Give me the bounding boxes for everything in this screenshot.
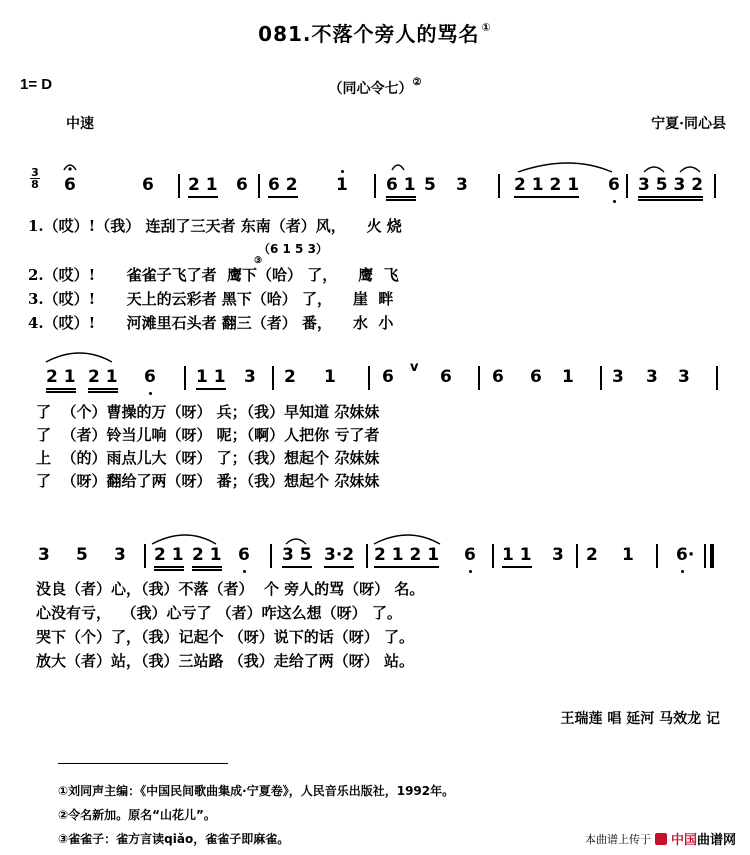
- final-barline-thin: [704, 544, 706, 568]
- barline: [478, 366, 480, 390]
- note: 3: [244, 367, 256, 387]
- note-group: 3 5 3 2: [638, 174, 703, 201]
- lyric-verse-2: 2.（哎）! 雀雀子飞了者 鹰下（哈） 了， 鹰 飞: [28, 266, 399, 284]
- note: 6: [236, 175, 248, 195]
- note-group: 2 1: [88, 366, 118, 393]
- note-group: 3 5: [282, 544, 312, 568]
- notation-system-2: [26, 360, 726, 392]
- note: 2: [284, 367, 296, 387]
- footnote-3: ③雀雀子：雀方言读qiǎo，雀雀子即麻雀。: [58, 832, 290, 846]
- barline: [144, 544, 146, 568]
- footnote-2: ②令名新加。原名“山花儿”。: [58, 808, 216, 822]
- note-group: 2 1: [154, 544, 184, 571]
- note: 6: [530, 367, 542, 387]
- octave-dot: [149, 392, 152, 395]
- region-label: 宁夏·同心县: [651, 116, 726, 132]
- note: 6: [492, 367, 504, 387]
- note: 3: [38, 545, 50, 565]
- site-name-red: 中国: [670, 833, 697, 848]
- song-title: [0, 18, 750, 47]
- lyric-verse-1: 没良（者）心，（我）不落（者） 个 旁人的骂（呀） 名。: [36, 580, 425, 598]
- lyric-verse-4: 放大（者）站，（我）三站路 （我）走给了两（呀） 站。: [36, 652, 414, 670]
- lyric-verse-3: 上 （的）雨点儿大（呀） 了；（我）想起个 尕妹妹: [36, 449, 380, 467]
- site-name-black: 曲谱网: [696, 833, 736, 848]
- footnote-mark-2: ②: [412, 77, 422, 88]
- note-group: 6 1: [386, 174, 416, 201]
- note: 6: [464, 545, 476, 565]
- note: 1: [622, 545, 634, 565]
- breath-mark: v: [410, 360, 419, 375]
- barline: [600, 366, 602, 390]
- tune-name: [0, 77, 750, 98]
- upload-text: 本曲谱上传于: [584, 832, 651, 846]
- barline: [366, 544, 368, 568]
- note-group: 2 1: [188, 174, 218, 198]
- note: 1: [336, 175, 348, 195]
- note: 1: [562, 367, 574, 387]
- note: 6: [608, 175, 620, 195]
- note: 3: [646, 367, 658, 387]
- note-group: 2 1 2 1: [514, 174, 579, 198]
- slur-marks: [0, 150, 750, 180]
- note: 5: [76, 545, 88, 565]
- octave-dot: [613, 200, 616, 203]
- note-group: 2 1: [192, 544, 222, 571]
- note-group: 3·2: [324, 544, 354, 568]
- tune-name-text: （同心令七）: [328, 81, 413, 97]
- note-group: 1 1: [502, 544, 532, 568]
- footnote-mark-3: ③: [254, 256, 263, 266]
- lyric-verse-4: 4.（哎）! 河滩里石头者 翻三（者） 番， 水 小: [28, 314, 394, 332]
- barline: [576, 544, 578, 568]
- barline: [272, 366, 274, 390]
- upload-watermark: [585, 829, 736, 848]
- note: 3: [612, 367, 624, 387]
- lyric-verse-4: 了 （呀）翻给了两（呀） 番；（我）想起个 尕妹妹: [36, 472, 380, 490]
- note-group: 2 1: [46, 366, 76, 393]
- octave-dot: [681, 570, 684, 573]
- note: 6: [144, 367, 156, 387]
- note: 6: [440, 367, 452, 387]
- variant-notes: [258, 240, 328, 257]
- lyric-verse-1: 1.（哎）!（我） 连刮了三天者 东南（者）风， 火 烧: [28, 217, 402, 235]
- key-signature: 1= D: [20, 76, 53, 93]
- barline: [492, 544, 494, 568]
- lyric-verse-3: 哭下（个）了，（我）记起个 （呀）说下的话（呀） 了。: [36, 628, 414, 646]
- footnote-mark-1: ①: [481, 21, 492, 34]
- lyric-verse-2: 心没有亏， （我）心亏了 （者）咋这么想（呀） 了。: [36, 604, 402, 622]
- barline: [656, 544, 658, 568]
- note: 3: [552, 545, 564, 565]
- song-title-text: 081.不落个旁人的骂名: [258, 22, 480, 46]
- note: 3: [114, 545, 126, 565]
- note-group: 2 1 2 1: [374, 544, 439, 568]
- performer-credit: 王瑞莲 唱 延河 马效龙 记: [560, 711, 720, 727]
- site-name[interactable]: [671, 829, 736, 848]
- site-logo-icon: [655, 833, 667, 845]
- barline: [368, 366, 370, 390]
- barline: [184, 366, 186, 390]
- octave-dot: [469, 570, 472, 573]
- octave-dot: [243, 570, 246, 573]
- note: 6: [238, 545, 250, 565]
- note: 3: [678, 367, 690, 387]
- note: 2: [586, 545, 598, 565]
- final-barline-thick: [710, 544, 714, 568]
- lyric-verse-1: 了 （个）曹操的万（呀） 兵；（我）早知道 尕妹妹: [36, 403, 380, 421]
- tempo-marking: 中速: [66, 116, 94, 132]
- note: 6: [382, 367, 394, 387]
- note: 6: [142, 175, 154, 195]
- time-sig-bottom: 8: [31, 178, 39, 191]
- note: 6: [64, 175, 76, 195]
- note-group: 1 1: [196, 366, 226, 390]
- lyric-verse-3: 3.（哎）! 天上的云彩者 黑下（哈） 了， 崖 畔: [28, 290, 394, 308]
- note: 3: [456, 175, 468, 195]
- note: 1: [324, 367, 336, 387]
- lyric-verse-2: 了 （者）铃当儿响（呀） 呢；（啊）人把你 亏了者: [36, 426, 380, 444]
- time-sig-top: 3: [31, 166, 39, 179]
- footnote-1: ①刘同声主编：《中国民间歌曲集成·宁夏卷》，人民音乐出版社，1992年。: [58, 784, 455, 798]
- note: 6·: [676, 545, 695, 565]
- note: 5: [424, 175, 436, 195]
- variant-notes-text: （6 1 5 3）: [258, 242, 328, 256]
- barline: [270, 544, 272, 568]
- notation-system-3: [26, 544, 726, 570]
- footnote-divider: [58, 763, 228, 764]
- note-group: 6 2: [268, 174, 298, 198]
- barline: [716, 366, 718, 390]
